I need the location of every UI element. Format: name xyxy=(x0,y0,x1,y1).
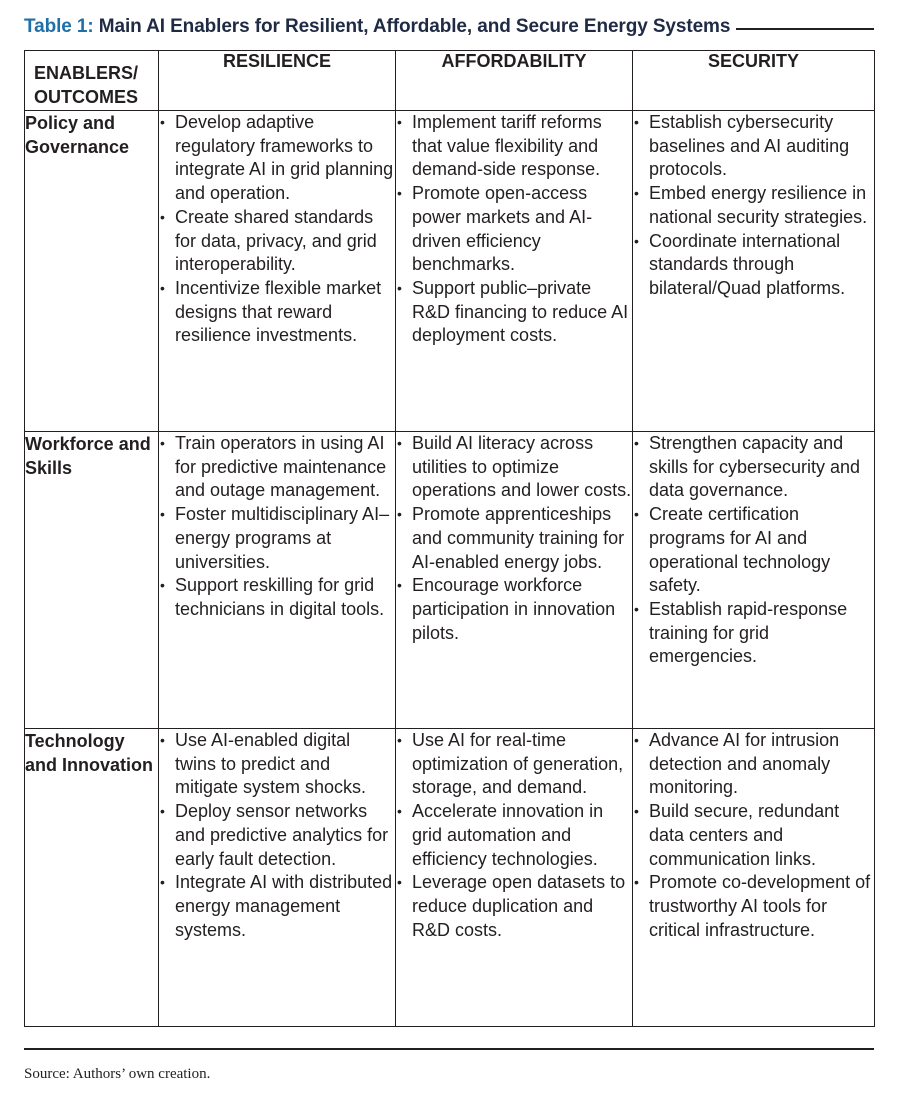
header-row xyxy=(25,51,875,111)
bullet-item: • Support reskilling for grid technicians in digital tools. xyxy=(159,574,395,621)
header-security: SECURITY xyxy=(633,51,875,111)
bullet-item: • Establish cybersecurity baselines and AI auditing protocols. xyxy=(633,111,874,182)
bullet-item: • Strengthen capacity and skills for cybersecurity and data governance. xyxy=(633,432,874,503)
bullet-item: • Incentivize flexible market designs that reward resilience investments. xyxy=(159,277,395,348)
bullet-item: • Establish rapid-response training for grid emergencies. xyxy=(633,598,874,669)
bullet-item: • Accelerate innovation in grid automation and efficiency technologies. xyxy=(396,800,632,871)
bullet-item: • Develop adaptive regulatory frameworks to integrate AI in grid planning and operation. xyxy=(159,111,395,206)
cell-affordability xyxy=(396,729,633,1027)
bullet-item: • Create shared standards for data, privacy, and grid interoperability. xyxy=(159,206,395,277)
caption-text xyxy=(24,16,730,38)
bullet-item: • Leverage open datasets to reduce duplication and R&D costs. xyxy=(396,871,632,942)
table-caption xyxy=(24,14,874,40)
row-technology-innovation xyxy=(25,729,875,1027)
row-label: Policy and Governance xyxy=(25,111,159,432)
bullet-item: • Foster multidisciplinary AI–energy programs at universities. xyxy=(159,503,395,574)
source-note: Source: Authors’ own creation. xyxy=(24,1066,211,1082)
bottom-rule xyxy=(24,1048,874,1050)
bullet-item: • Create certification programs for AI and operational technology safety. xyxy=(633,503,874,598)
cell-resilience xyxy=(159,729,396,1027)
bullet-item: • Promote apprenticeships and community training for AI-enabled energy jobs. xyxy=(396,503,632,574)
bullet-item: • Advance AI for intrusion detection and anomaly monitoring. xyxy=(633,729,874,800)
cell-affordability xyxy=(396,432,633,729)
bullet-item: • Embed energy resilience in national security strategies. xyxy=(633,182,874,229)
bullet-item: • Use AI-enabled digital twins to predict and mitigate system shocks. xyxy=(159,729,395,800)
bullet-item: • Train operators in using AI for predictive maintenance and outage management. xyxy=(159,432,395,503)
caption-number: Table 1: xyxy=(24,16,94,37)
row-workforce-skills xyxy=(25,432,875,729)
bullet-item: • Promote open-access power markets and AI-driven efficiency benchmarks. xyxy=(396,182,632,277)
enablers-table xyxy=(24,50,875,1027)
row-label: Technology and Innovation xyxy=(25,729,159,1027)
cell-resilience xyxy=(159,111,396,432)
bullet-item: • Build AI literacy across utilities to optimize operations and lower costs. xyxy=(396,432,632,503)
bullet-item: • Build secure, redundant data centers and communication links. xyxy=(633,800,874,871)
row-label: Workforce and Skills xyxy=(25,432,159,729)
header-affordability: AFFORDABILITY xyxy=(396,51,633,111)
bullet-item: • Integrate AI with distributed energy management systems. xyxy=(159,871,395,942)
bullet-item: • Support public–private R&D financing to reduce AI deployment costs. xyxy=(396,277,632,348)
cell-resilience xyxy=(159,432,396,729)
bullet-item: • Encourage workforce participation in innovation pilots. xyxy=(396,574,632,645)
bullet-item: • Coordinate international standards through bilateral/Quad platforms. xyxy=(633,230,874,301)
caption-rule xyxy=(736,28,874,30)
cell-security xyxy=(633,729,875,1027)
bullet-item: • Implement tariff reforms that value flexibility and demand-side response. xyxy=(396,111,632,182)
caption-title: Main AI Enablers for Resilient, Affordable, and Secure Energy Systems xyxy=(98,16,731,37)
bullet-item: • Use AI for real-time optimization of generation, storage, and demand. xyxy=(396,729,632,800)
cell-security xyxy=(633,432,875,729)
header-resilience: RESILIENCE xyxy=(159,51,396,111)
cell-security xyxy=(633,111,875,432)
bullet-item: • Promote co-development of trustworthy AI tools for critical infrastructure. xyxy=(633,871,874,942)
row-policy-governance xyxy=(25,111,875,432)
cell-affordability xyxy=(396,111,633,432)
header-enablers-outcomes: ENABLERS/ OUTCOMES xyxy=(25,51,159,111)
bullet-item: • Deploy sensor networks and predictive analytics for early fault detection. xyxy=(159,800,395,871)
